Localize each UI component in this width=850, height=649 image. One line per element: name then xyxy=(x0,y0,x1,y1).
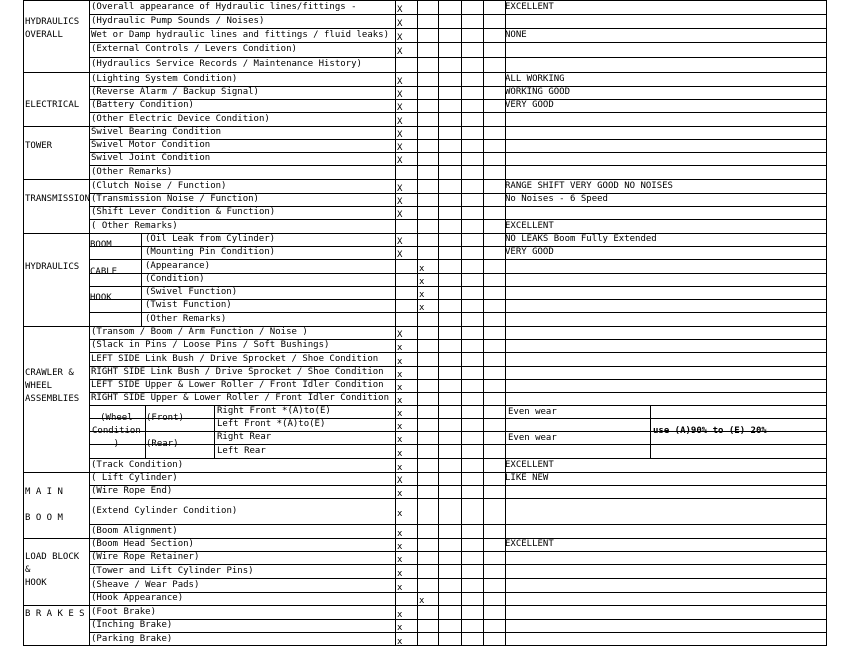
checklist-item: Right Rear xyxy=(217,432,272,442)
section-label: B R A K E S xyxy=(25,609,85,619)
checklist-item: (Other Remarks) xyxy=(91,166,173,177)
checkbox-mark: x xyxy=(419,303,425,313)
checklist-item: (Foot Brake) xyxy=(91,606,157,617)
checkbox-mark: X xyxy=(397,156,403,166)
checklist-item: LEFT SIDE Upper & Lower Roller / Front Idler Condition xyxy=(91,380,384,390)
checklist-item: (Lighting System Condition) xyxy=(91,73,238,84)
remark-text: EXCELLENT xyxy=(505,459,554,470)
checkbox-mark: x xyxy=(397,568,403,579)
checkbox-mark: x xyxy=(397,435,403,445)
section-label: TOWER xyxy=(25,141,53,151)
section-label: HYDRAULICS OVERALL xyxy=(25,17,80,40)
checklist-item: (Transom / Boom / Arm Function / Noise ) xyxy=(91,327,308,337)
checkbox-mark: x xyxy=(397,462,403,473)
hook-sublabel: HOOK xyxy=(90,293,112,303)
section-label: M A I N B O O M xyxy=(25,487,63,523)
checklist-item: (Sheave / Wear Pads) xyxy=(91,579,200,590)
checkbox-mark: X xyxy=(397,210,403,220)
boom-cable-divider xyxy=(89,259,141,260)
checklist-item: RIGHT SIDE Upper & Lower Roller / Front Idler Condition xyxy=(91,393,390,403)
checklist-item: (Transmission Noise / Function) xyxy=(91,194,259,204)
checklist-item: (Appearance) xyxy=(145,260,211,271)
wheel-rating-note: use (A)90% to (E) 20% xyxy=(653,426,767,436)
checkbox-mark: x xyxy=(419,596,425,606)
checklist-item: (Battery Condition) xyxy=(91,100,194,110)
remark-text: LIKE NEW xyxy=(505,473,549,483)
checkbox-mark: X xyxy=(397,250,403,260)
checkbox-mark: x xyxy=(397,609,403,620)
checklist-item: ( Other Remarks) xyxy=(91,220,178,231)
row-divider xyxy=(89,551,826,552)
front-rear-divider xyxy=(145,431,215,432)
front-sublabel: (Front) xyxy=(146,413,184,423)
checklist-item: (Boom Alignment) xyxy=(91,525,178,536)
checkbox-mark: X xyxy=(397,183,403,194)
checklist-item: (Twist Function) xyxy=(145,300,232,310)
rear-sublabel: (Rear) xyxy=(146,439,179,449)
checklist-item: (Other Remarks) xyxy=(145,313,227,324)
checklist-item: Swivel Motor Condition xyxy=(91,140,211,150)
checkbox-mark: X xyxy=(397,47,403,57)
checkbox-mark: x xyxy=(397,370,403,380)
checklist-item: (Hook Appearance) xyxy=(91,593,184,603)
checkbox-mark: X xyxy=(397,143,403,153)
mark-column-border-0 xyxy=(395,0,396,646)
checklist-item: (Condition) xyxy=(145,274,205,284)
checklist-item: (Wire Rope Retainer) xyxy=(91,552,200,562)
checkbox-mark: X xyxy=(397,237,403,247)
row-divider xyxy=(89,485,826,486)
table-left-border xyxy=(23,0,24,646)
checkbox-mark: X xyxy=(397,197,403,207)
wheel-note-right-border xyxy=(650,405,651,458)
checkbox-mark: x xyxy=(397,528,403,539)
checklist-item: Left Rear xyxy=(217,445,266,456)
checkbox-mark: X xyxy=(397,476,403,486)
remark-text: VERY GOOD xyxy=(505,247,554,257)
remark-text: ALL WORKING xyxy=(505,73,565,84)
row-divider xyxy=(89,498,826,499)
checkbox-mark: x xyxy=(397,383,403,393)
checklist-item: (Track Condition) xyxy=(91,459,184,470)
checkbox-mark: X xyxy=(397,130,403,140)
mark-column-border-2 xyxy=(438,0,439,646)
checklist-item: (Wire Rope End) xyxy=(91,486,173,496)
row-divider xyxy=(89,444,826,445)
checkbox-mark: x xyxy=(397,343,403,353)
remark-text: EXCELLENT xyxy=(505,220,554,231)
checkbox-mark: x xyxy=(419,263,425,274)
section-label: ELECTRICAL xyxy=(25,100,80,110)
checklist-item: (Boom Head Section) xyxy=(91,539,194,549)
row-divider xyxy=(89,165,826,166)
checklist-item: Wet or Damp hydraulic lines and fittings / fluid leaks) xyxy=(91,29,390,40)
mark-column-border-4 xyxy=(483,0,484,646)
item-column-border xyxy=(89,0,90,646)
checklist-item: (Parking Brake) xyxy=(91,633,173,644)
checklist-item: LEFT SIDE Link Bush / Drive Sprocket / Shoe Condition xyxy=(91,353,379,364)
checklist-item: (Overall appearance of Hydraulic lines/fittings - xyxy=(91,1,357,12)
row-divider xyxy=(89,458,826,459)
remark-text: EXCELLENT xyxy=(505,1,554,12)
checkbox-mark: x xyxy=(397,582,403,593)
checklist-item: (Tower and Lift Cylinder Pins) xyxy=(91,565,254,576)
checklist-item: (Swivel Function) xyxy=(145,287,238,297)
row-divider xyxy=(89,578,826,579)
boom-sublabel: BOOM xyxy=(90,240,112,250)
checklist-item: (Hydraulic Pump Sounds / Noises) xyxy=(91,15,265,26)
checkbox-mark: x xyxy=(397,542,403,552)
checkbox-mark: X xyxy=(397,18,403,29)
cable-sublabel: CABLE xyxy=(90,267,118,277)
remark-text: VERY GOOD xyxy=(505,100,554,110)
rear-wheel-note: Even wear xyxy=(508,433,557,443)
checklist-item: (Hydraulics Service Records / Maintenance History) xyxy=(91,59,362,69)
remark-text: NO LEAKS Boom Fully Extended xyxy=(505,234,657,244)
checklist-item: (Extend Cylinder Condition) xyxy=(91,505,238,516)
remark-text: NONE xyxy=(505,29,527,40)
wheel-block-left xyxy=(89,405,90,458)
checklist-item: (Oil Leak from Cylinder) xyxy=(145,234,276,244)
row-divider xyxy=(89,524,826,525)
section-label: CRAWLER & WHEEL ASSEMBLIES xyxy=(25,368,80,404)
cable-hook-divider xyxy=(89,286,141,287)
checkbox-mark: x xyxy=(419,290,425,300)
checklist-item: (Mounting Pin Condition) xyxy=(145,247,276,257)
checklist-item: RIGHT SIDE Link Bush / Drive Sprocket / Shoe Condition xyxy=(91,367,384,377)
checklist-item: Right Front *(A)to(E) xyxy=(217,406,331,416)
checklist-item: Left Front *(A)to(E) xyxy=(217,419,326,429)
row-divider xyxy=(89,418,826,419)
wheel-condition-sublabel: (Wheel Condition ) xyxy=(92,413,141,449)
row-divider xyxy=(89,219,826,220)
checklist-item: (Shift Lever Condition & Function) xyxy=(91,207,276,217)
row-divider xyxy=(89,619,826,620)
checkbox-mark: X xyxy=(397,4,403,15)
checkbox-mark: x xyxy=(397,396,403,406)
remark-text: EXCELLENT xyxy=(505,539,554,549)
checklist-item: (Inching Brake) xyxy=(91,620,173,630)
checklist-item: Swivel Joint Condition xyxy=(91,153,211,163)
checkbox-mark: x xyxy=(397,448,403,459)
checkbox-mark: X xyxy=(397,116,403,127)
front-wheel-note: Even wear xyxy=(508,407,557,417)
remark-text: RANGE SHIFT VERY GOOD NO NOISES xyxy=(505,180,673,191)
checkbox-mark: x xyxy=(397,508,403,519)
checklist-item: (External Controls / Levers Condition) xyxy=(91,44,297,54)
remark-text: No Noises - 6 Speed xyxy=(505,194,608,204)
checkbox-mark: X xyxy=(397,103,403,113)
checkbox-mark: X xyxy=(397,76,403,87)
checkbox-mark: X xyxy=(397,90,403,100)
hydraulics-subgroup-border xyxy=(141,233,142,326)
mark-column-border-3 xyxy=(461,0,462,646)
checkbox-mark: x xyxy=(397,356,403,367)
row-divider xyxy=(89,592,826,593)
checklist-item: Swivel Bearing Condition xyxy=(91,127,222,137)
checkbox-mark: x xyxy=(397,623,403,633)
checkbox-mark: X xyxy=(397,330,403,340)
checkbox-mark: x xyxy=(397,636,403,647)
checkbox-mark: x xyxy=(397,489,403,499)
checklist-item: (Other Electric Device Condition) xyxy=(91,113,270,124)
checkbox-mark: x xyxy=(419,277,425,287)
section-label: LOAD BLOCK & HOOK xyxy=(25,552,80,588)
checkbox-mark: X xyxy=(397,32,403,43)
section-label: HYDRAULICS xyxy=(25,262,80,272)
row-divider xyxy=(89,99,826,100)
checklist-item: (Reverse Alarm / Backup Signal) xyxy=(91,87,259,97)
checkbox-mark: x xyxy=(397,555,403,565)
remark-text: WORKING GOOD xyxy=(505,87,571,97)
row-divider xyxy=(89,632,826,633)
section-label: TRANSMISSION xyxy=(25,194,91,204)
row-divider xyxy=(23,233,826,234)
mark-column-border-1 xyxy=(417,0,418,646)
checklist-item: (Clutch Noise / Function) xyxy=(91,180,227,191)
table-right-border xyxy=(826,0,827,646)
checklist-item: (Slack in Pins / Loose Pins / Soft Bushings) xyxy=(91,340,330,350)
checkbox-mark: x xyxy=(397,409,403,419)
checklist-item: ( Lift Cylinder) xyxy=(91,473,178,483)
row-divider xyxy=(89,405,826,406)
checkbox-mark: x xyxy=(397,422,403,432)
